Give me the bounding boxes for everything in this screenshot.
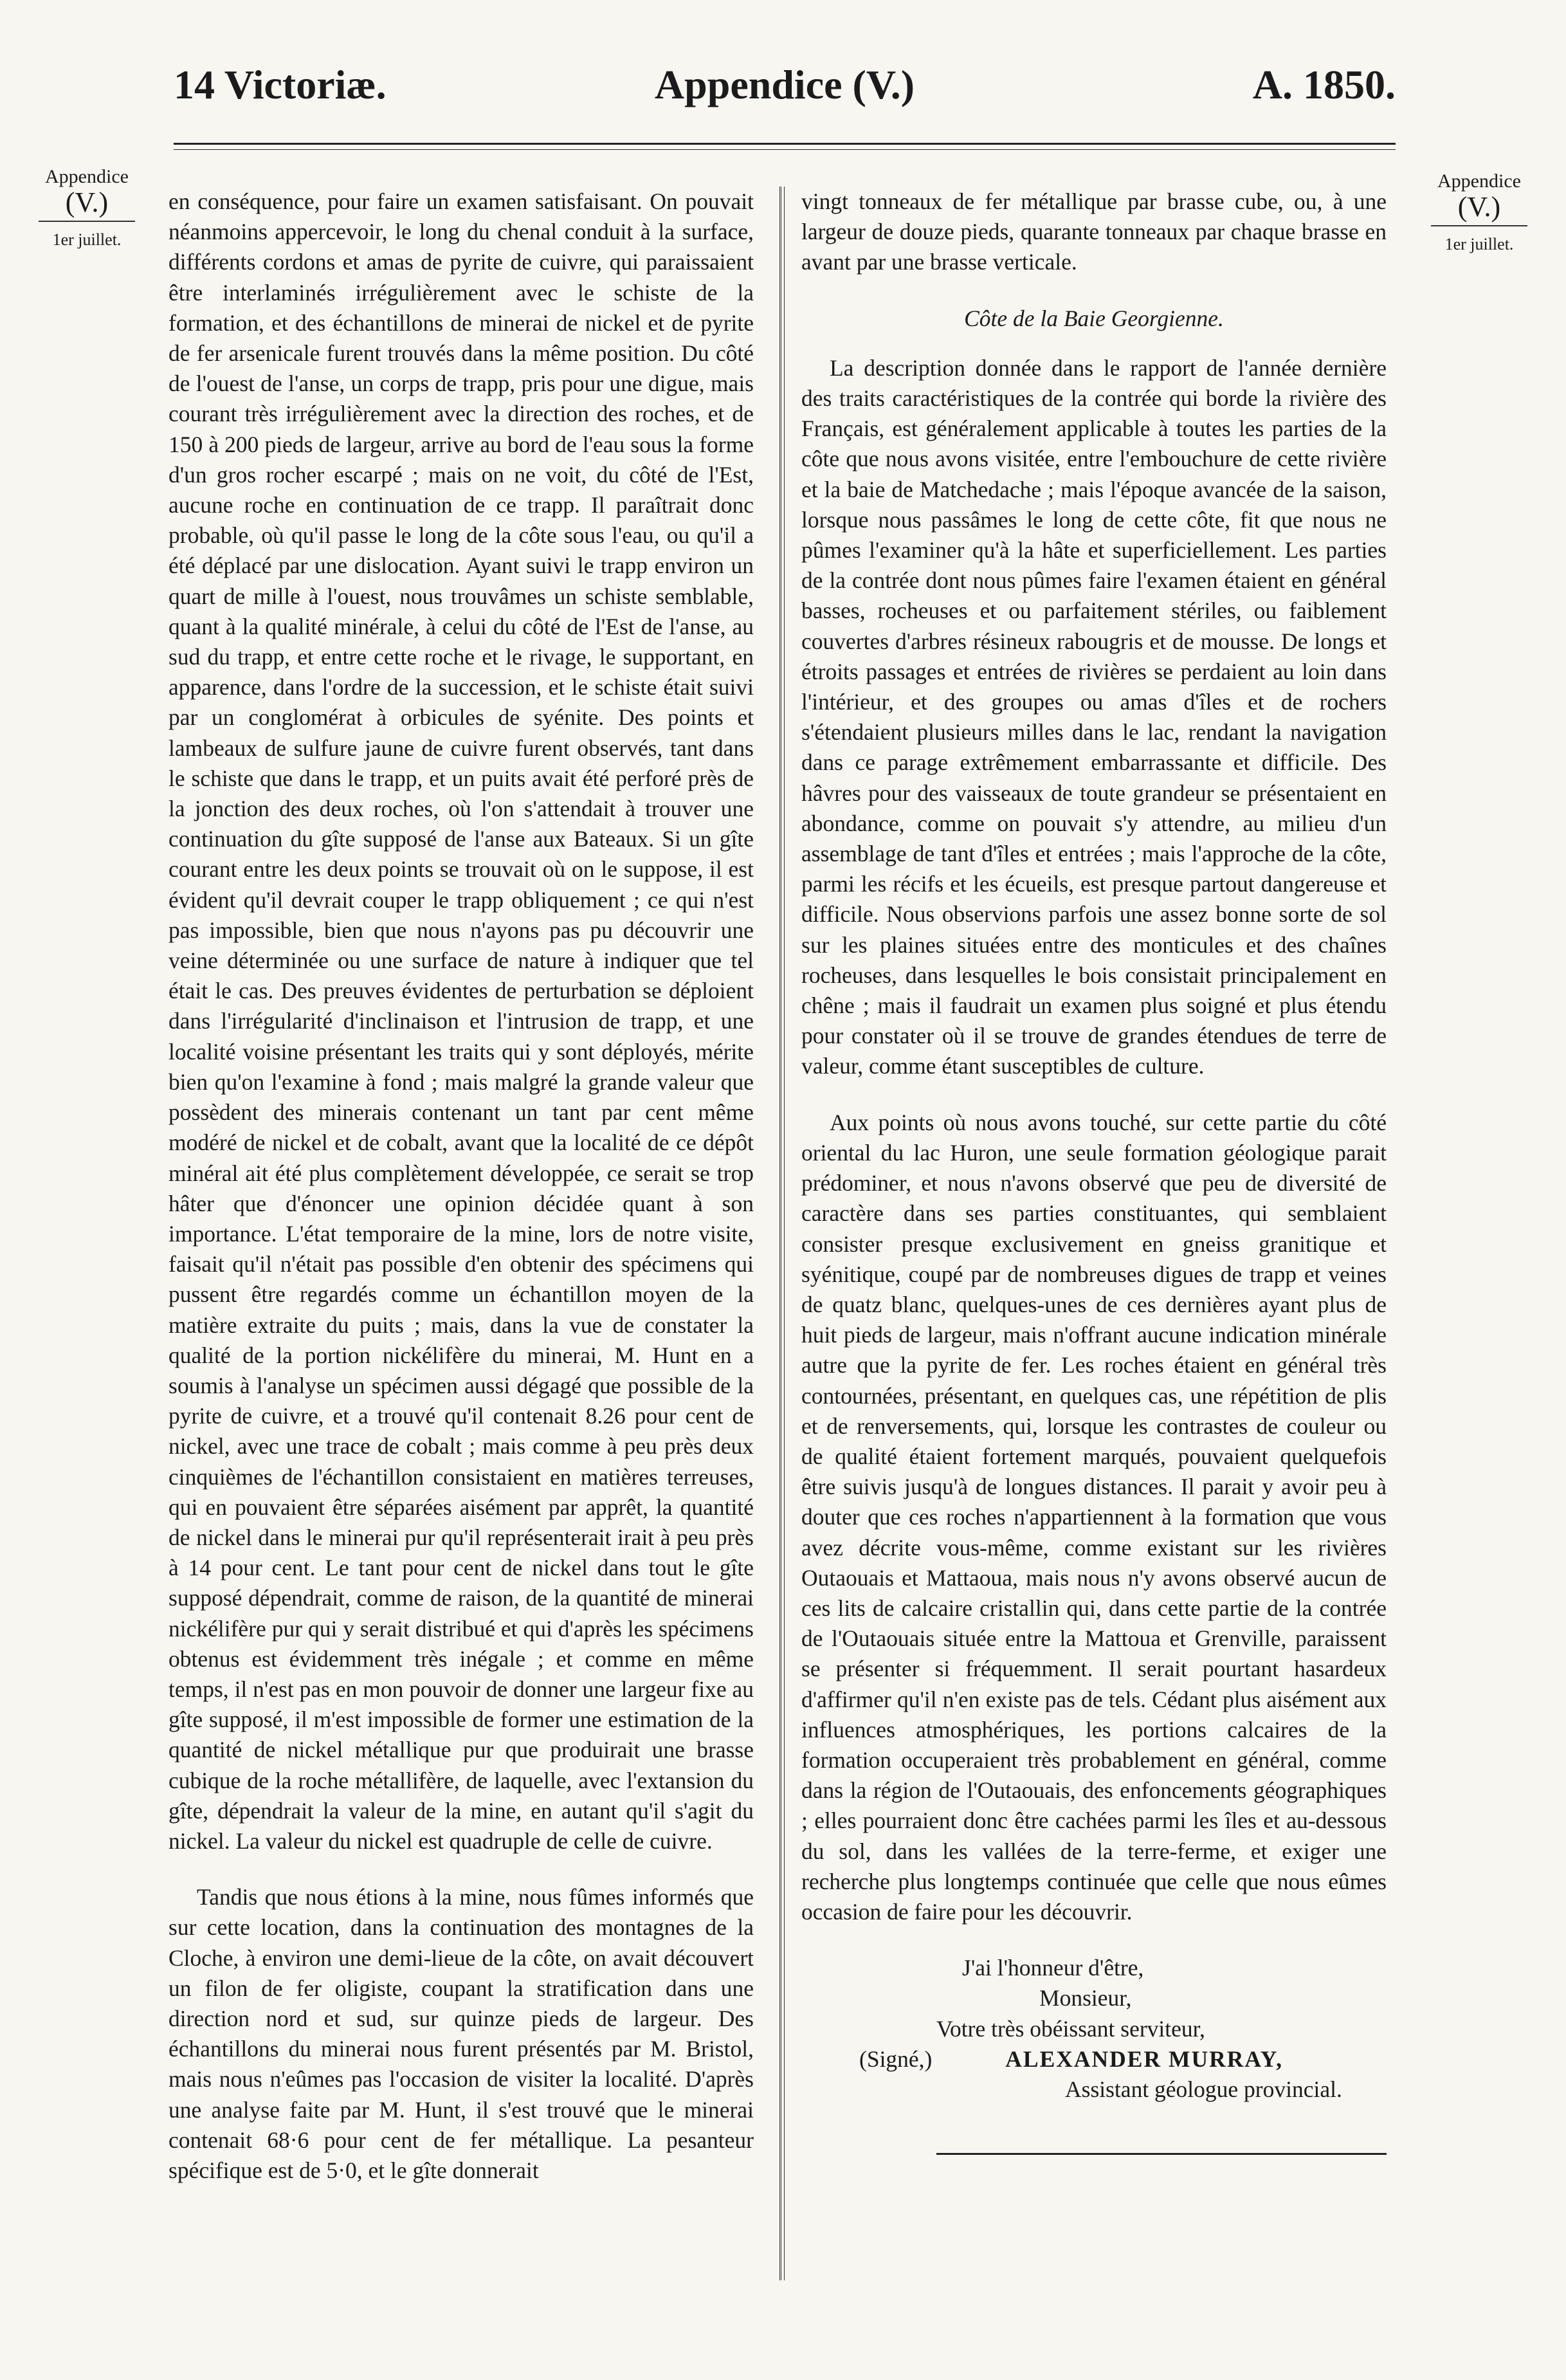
closing-author-title: Assistant géologue provincial. <box>1065 2076 1342 2102</box>
paragraph: en conséquence, pour faire un examen satisfaisant. On pouvait néanmoins appercevoir, le long du chenal conduit à la surface, différents cordons et amas de pyrite de cuivre, qui paraissaient être interlaminés irrégulièrement avec le schiste de la formation, et des échantillons de minerai de nickel et de pyrite de fer arsenicale furent trouvés dans la même position. Du côté de l'ouest de l'anse, un corps de trapp, pris pour une digue, mais courant très irrégulièrement avec la direction des roches, et de 150 à 200 pieds de largeur, arrive au bord de l'eau sous la forme d'un gros rocher escarpé ; mais on ne voit, du côté de l'Est, aucune roche en continuation de ce trapp. Il paraîtrait donc probable, où qu'il passe le long de la côte sous l'eau, ou qu'il a été déplacé par une dislocation. Ayant suivi le trapp environ un quart de mille à l'ouest, nous trouvâmes un schiste semblable, quant à la qualité minérale, à celui du côté de l'Est de l'anse, au sud du trapp, et entre cette roche et le rivage, le supportant, en apparence, dans l'ordre de la succession, et le schiste était suivi par un conglomérat à orbicules de syénite. Des points et lambeaux de sulfure jaune de cuivre furent observés, tant dans le schiste que dans le trapp, et un puits avait été perforé près de la jonction des deux roches, où l'on s'attendait à trouver une continuation du gîte supposé de l'anse aux Bateaux. Si un gîte courant entre les deux points se trouvait où on le suppose, il est évident qu'il devrait couper le trapp obliquement ; ce qui n'est pas impossible, bien que nous n'ayons pas pu découvrir une veine déterminée ou une surface de nature à indiquer que tel était le cas. Des preuves évidentes de perturbation se déploient dans l'irrégularité d'inclinaison et l'intrusion de trapp, et une localité voisine présentant les traits qui y sont déployés, mérite bien qu'on l'examine à fond ; mais malgré la grande valeur que possèdent des minerais contenant un tant par cent même modéré de nickel et de cobalt, avant que la localité de ce dépôt minéral ait été plus complètement développée, ce serait se trop hâter que d'énoncer une opinion décidée quant à son importance. L'état temporaire de la mine, lors de notre visite, faisait qu'il n'était pas possible d'en obtenir des spécimens qui pussent être regardés comme un échantillon moyen de la matière extraite du puits ; mais, dans la vue de constater la qualité de la portion nickélifère du minerai, M. Hunt en a soumis à l'analyse un spécimen aussi dégagé que possible de la pyrite de cuivre, et a trouvé qu'il contenait 8.26 pour cent de nickel, avec une trace de cobalt ; mais comme à peu près deux cinquièmes de l'échantillon consistaient en matières terreuses, qui en pouvaient être séparées aisément par apprêt, la quantité de nickel dans le minerai pur qu'il représenterait irait à peu près à 14 pour cent. Le tant pour cent de nickel dans tout le gîte supposé dépendrait, comme de raison, de la quantité de minerai nickélifère pur qui y serait distribué et qui d'après les spécimens obtenus est évidemment très inégale ; et comme en même temps, il n'est pas en mon pouvoir de donner une largeur fixe au gîte supposé, il m'est impossible de former une estimation de la quantité de nickel métallique pur que produirait une brasse cubique de la roche métallifère, de laquelle, avec l'extansion du gîte, dépendrait la valeur de la mine, en autant qu'il s'agit du nickel. La valeur du nickel est quadruple de celle de cuivre. <box>168 188 754 1854</box>
margin-note-rule <box>39 221 135 222</box>
page-header <box>174 61 1396 119</box>
closing-salutation: J'ai l'honneur d'être, <box>962 1955 1144 1981</box>
margin-note-roman: (V.) <box>65 187 109 218</box>
margin-note-label: Appendice <box>1437 170 1521 192</box>
header-rule-bottom <box>174 149 1396 150</box>
margin-note-label: Appendice <box>45 166 129 187</box>
closing-signature-line <box>801 2044 1387 2074</box>
paragraph: La description donnée dans le rapport de l'année dernière des traits caractéristiques de la contrée qui borde la rivière des Français, est généralement applicable à toutes les parties de la côte que nous avons visitée, entre l'embouchure de cette rivière et la baie de Matchedache ; mais l'époque avancée de la saison, lorsque nous passâmes le long de cette côte, fit que nous ne pûmes l'examiner qu'à la hâte et superficiellement. Les parties de la contrée dont nous pûmes faire l'examen étaient en général basses, rocheuses et ou parfaitement stériles, ou faiblement couvertes d'arbres résineux rabougris et de mousse. De longs et étroits passages et entrées de rivières se perdaient au loin dans l'intérieur, et des groupes ou amas d'îles et de rochers s'étendaient plusieurs milles dans le lac, rendant la navigation dans ce parage extrêmement embarrassante et difficile. Des hâvres pour des vaisseaux de toute grandeur se présentaient en abondance, comme on pouvait s'y attendre, au milieu d'un assemblage de tant d'îles et entrées ; mais l'approche de la côte, parmi les récifs et les écueils, est presque partout dangereuse et difficile. Nous observions parfois une assez bonne sorte de sol sur les plaines situées entre des monticules et des chaînes rocheuses, dans lesquelles le bois consistait principalement en chêne ; mais il faudrait un examen plus soigné et plus étendu pour constater où il se trouve de grandes étendues de terre de valeur, comme étant susceptibles de culture. <box>801 354 1387 1079</box>
margin-note-date: 1er juillet. <box>1444 235 1514 253</box>
header-year: A. 1850. <box>1252 62 1396 107</box>
header-rule-top <box>174 143 1396 145</box>
header-appendix: Appendice (V.) <box>654 62 915 107</box>
paragraph: vingt tonneaux de fer métallique par brasse cube, ou, à une largeur de douze pieds, quarante tonneaux par chaque brasse en avant par une brasse verticale. <box>801 188 1387 275</box>
margin-note-roman: (V.) <box>1457 191 1501 223</box>
column-divider <box>779 187 785 2280</box>
margin-note-right <box>1415 169 1543 257</box>
margin-note-rule <box>1431 225 1527 226</box>
closing-monsieur: Monsieur, <box>1039 1985 1132 2011</box>
column-left <box>168 187 754 2186</box>
column-right <box>801 187 1387 2155</box>
closing-author-name: ALEXANDER MURRAY, <box>1005 2046 1284 2072</box>
margin-note-date: 1er juillet. <box>52 230 122 249</box>
paragraph: Tandis que nous étions à la mine, nous fûmes informés que sur cette location, dans la continuation des montagnes de la Cloche, à environ une demi-lieue de la côte, on avait découvert un filon de fer oligiste, coupant la stratification dans une direction nord et sud, sur quinze pieds de largeur. Des échantillons du minerai nous furent présentés par M. Bristol, mais nous n'eûmes pas l'occasion de visiter la localité. D'après une analyse faite par M. Hunt, il s'est trouvé que le minerai contenait 68·6 pour cent de fer métallique. La pesanteur spécifique est de 5·0, et le gîte donnerait <box>168 1884 754 2183</box>
closing-signed: (Signé,) <box>859 2046 933 2072</box>
closing-servant: Votre très obéissant serviteur, <box>936 2015 1205 2042</box>
section-title: Côte de la Baie Georgienne. <box>964 305 1224 331</box>
header-session: 14 Victoriæ. <box>174 62 387 107</box>
letter-closing <box>801 1953 1387 2105</box>
paragraph: Aux points où nous avons touché, sur cette partie du côté oriental du lac Huron, une seule formation géologique parait prédominer, et nous n'avons observé que peu de diversité de caractère dans ses parties constituantes, qui semblaient consister presque exclusivement en gneiss granitique et syénitique, coupé par de nombreuses digues de trapp et veines de quatz blanc, quelques-unes de ces dernières ayant plus de huit pieds de largeur, mais n'offrant aucune indication minérale autre que la pyrite de fer. Les roches étaient en général très contournées, présentant, en quelques cas, une répétition de plis et de renversements, qui, lorsque les contrastes de couleur ou de qualité étaient fortement marqués, pouvaient quelquefois être suivis jusqu'à de longues distances. Il parait y avoir peu à douter que ces roches n'appartiennent à la formation que vous avez décrite vous-même, comme existant sur les rivières Outaouais et Mattaoua, mais nous n'y avons observé aucun de ces lits de calcaire cristallin qui, dans cette partie de la contrée de l'Outaouais située entre la Mattoua et Grenville, paraissent se présenter si fréquemment. Il serait pourtant hasardeux d'affirmer qu'il n'en existe pas de tels. Cédant plus aisément aux influences atmosphériques, les portions calcaires de la formation occuperaient très probablement en général, comme dans la région de l'Outaouais, des enfoncements géographiques ; elles pourraient donc être cachées parmi les îles et au-dessous du sol, dans les vallées de la terre-ferme, et exiger une recherche plus longtemps continuée que celle que nous eûmes occasion de faire pour les découvrir. <box>801 1109 1387 1925</box>
margin-note-left <box>23 164 151 253</box>
end-rule <box>936 2153 1387 2155</box>
